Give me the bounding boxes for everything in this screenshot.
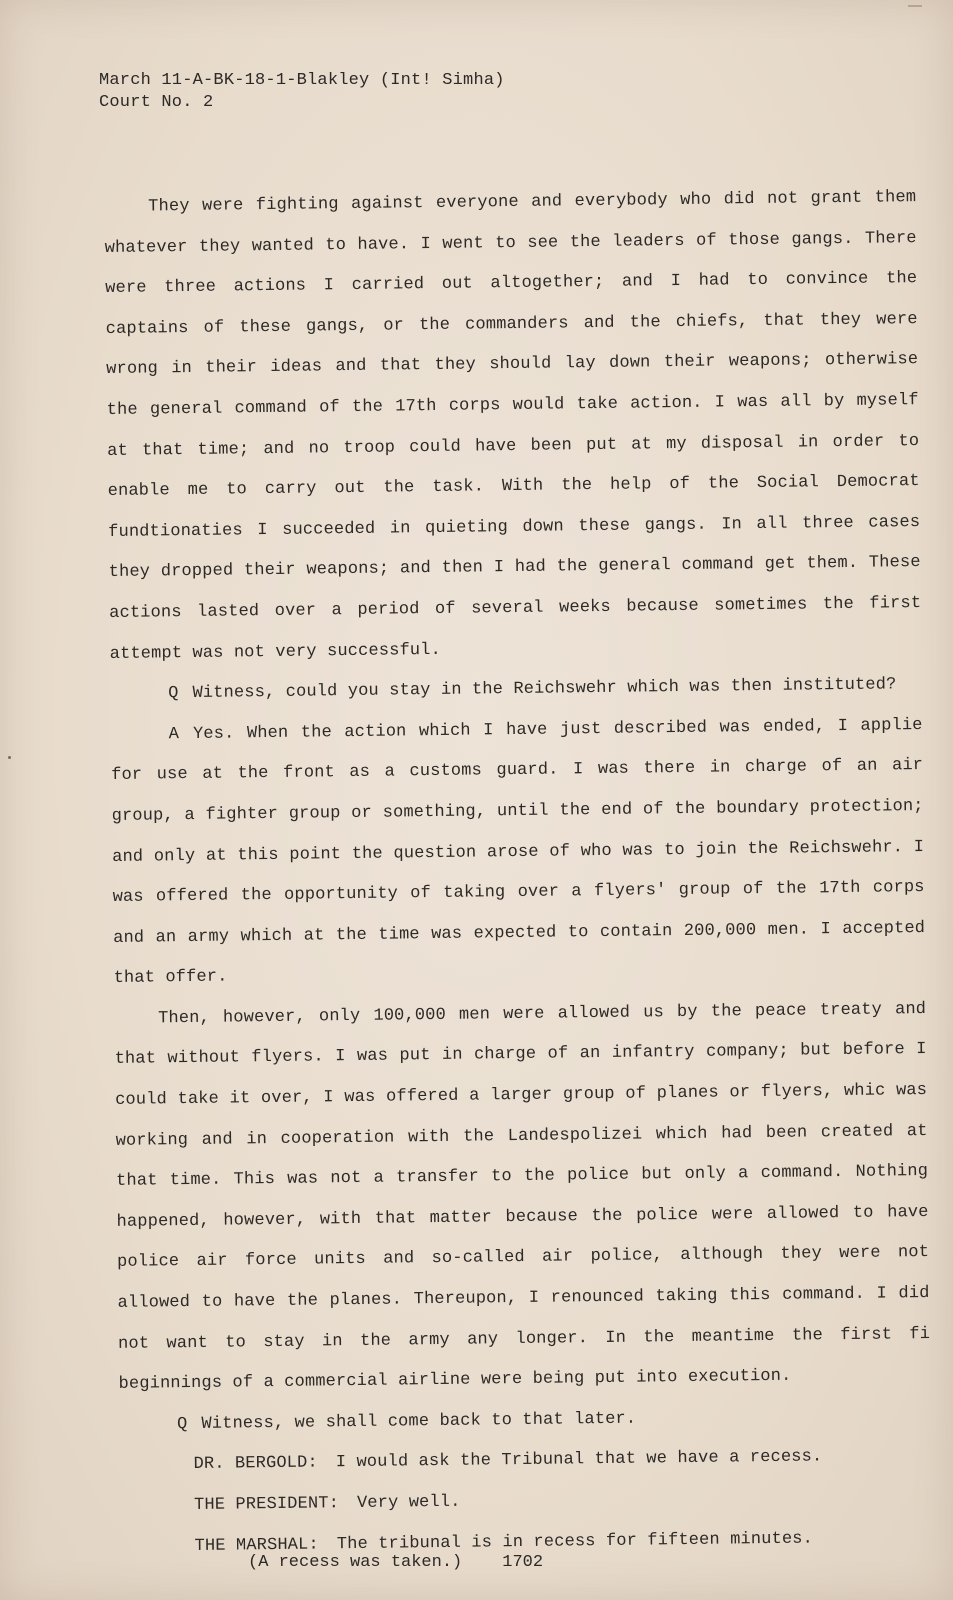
question-tag: Q xyxy=(168,684,179,704)
document-footer xyxy=(248,1553,543,1572)
speaker-name: THE MARSHAL: xyxy=(194,1535,319,1556)
question-tag: Q xyxy=(176,1414,188,1435)
transcript-body xyxy=(104,178,933,1568)
answer-text: Yes. When the action which I have just described was ended, I applie for use at the front as a customs guard. I was there in charge of an air group, a fighter group or something, until the end of the boundary protection; and only at this point the question arose of who was to join the Reichswehr. I was offered the opportunity of taking over a flyers' group of the 17th corps and an army which at the time was expected to contain 200,000 men. I accepted that offer. xyxy=(111,715,926,989)
speaker-text: The tribunal is in recess for fifteen minutes. xyxy=(336,1529,814,1554)
margin-dot-mark xyxy=(8,756,11,759)
page-number: 1702 xyxy=(502,1553,544,1572)
speaker-name: THE PRESIDENT: xyxy=(193,1494,340,1515)
question-text: Witness, could you stay in the Reichswehr which was then instituted? xyxy=(192,675,897,704)
header-case-line: March 11-A-BK-18-1-Blakley (Int! Simha) xyxy=(99,71,505,90)
header-court-line: Court No. 2 xyxy=(99,93,214,112)
paragraph-gangs: They were fighting against everyone and everybody who did not grant them whatever they wanted to have. I went to see the leaders of those gangs. There were three actions I carried out altogether; and I had to convince the captains of these gangs, or the commanders and the chiefs, that they were wrong in their ideas and that they should lay down their weapons; otherwise the general command of the 17th corps would take action. I was all by myself at that time; and no troop could have been put at my disposal in order to enable me to carry out the task. With the help of the Social Democrat fundtionaties I succeeded in quieting down these gangs. In all three cases they dropped their weapons; and then I had the general command get them. These actions lasted over a period of several weeks because sometimes the first attempt was not very successful. xyxy=(104,188,922,664)
paragraph-peace-treaty: Then, however, only 100,000 men were allowed us by the peace treaty and that without flyers. I was put in charge of an infantry company; but before I could take it over, I was offered a larger group of planes or flyers, whic was working and in cooperation with the Landespolizei which had been created at that time. This was not a transfer to the police but only a command. Nothing happened, however, with that matter because the police were allowed to have police air force units and so-called air police, although they were not allowed to have the planes. Thereupon, I renounced taking this command. I did not want to stay in the army any longer. In the meantime the first fi beginnings of a commercial airline were being put into execution. xyxy=(114,999,931,1395)
question-text: Witness, we shall come back to that later. xyxy=(201,1409,637,1434)
speaker-text: Very well. xyxy=(356,1492,461,1514)
speaker-name: DR. BERGOLD: xyxy=(193,1453,318,1475)
answer-tag: A xyxy=(168,724,180,744)
paper-stain-mark xyxy=(908,5,922,7)
speaker-text: I would ask the Tribunal that we have a recess. xyxy=(335,1447,823,1473)
answer-customs-guard xyxy=(110,706,925,1000)
recess-note: (A recess was taken.) xyxy=(248,1553,463,1572)
document-header xyxy=(99,70,505,114)
